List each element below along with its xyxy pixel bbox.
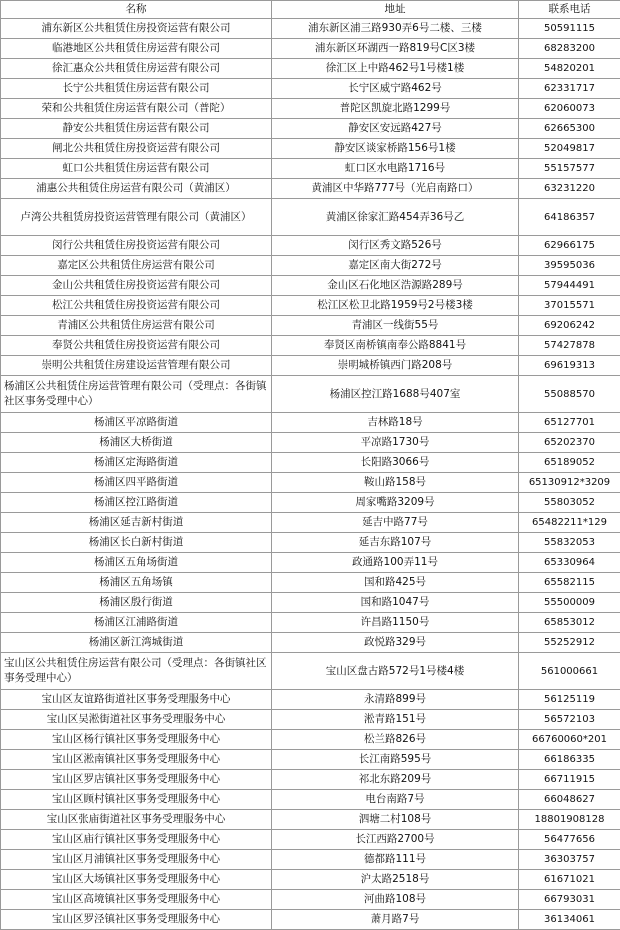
cell-name: 杨浦区控江路街道 bbox=[1, 493, 272, 513]
table-row bbox=[1, 830, 620, 850]
cell-phone: 561000661 bbox=[519, 653, 620, 690]
cell-name: 宝山区庙行镇社区事务受理服务中心 bbox=[1, 830, 272, 850]
cell-name: 杨浦区平凉路街道 bbox=[1, 413, 272, 433]
cell-phone: 63231220 bbox=[519, 179, 620, 199]
cell-address: 徐汇区上中路462号1号楼1楼 bbox=[272, 59, 519, 79]
cell-phone: 61671021 bbox=[519, 870, 620, 890]
table-row bbox=[1, 413, 620, 433]
cell-phone: 66793031 bbox=[519, 890, 620, 910]
cell-address: 周家嘴路3209号 bbox=[272, 493, 519, 513]
cell-address: 黄浦区徐家汇路454弄36号乙 bbox=[272, 199, 519, 236]
table-row bbox=[1, 513, 620, 533]
cell-name: 临港地区公共租赁住房运营有限公司 bbox=[1, 39, 272, 59]
header-phone: 联系电话 bbox=[519, 1, 620, 19]
cell-name: 宝山区罗泾镇社区事务受理服务中心 bbox=[1, 910, 272, 930]
table-row bbox=[1, 159, 620, 179]
cell-name: 宝山区杨行镇社区事务受理服务中心 bbox=[1, 730, 272, 750]
cell-name: 杨浦区五角场街道 bbox=[1, 553, 272, 573]
table-row bbox=[1, 236, 620, 256]
cell-phone: 65202370 bbox=[519, 433, 620, 453]
cell-phone: 56125119 bbox=[519, 690, 620, 710]
cell-name: 宝山区大场镇社区事务受理服务中心 bbox=[1, 870, 272, 890]
cell-phone: 62331717 bbox=[519, 79, 620, 99]
table-row bbox=[1, 19, 620, 39]
cell-name: 杨浦区公共租赁住房运营管理有限公司（受理点：各街镇社区事务受理中心） bbox=[1, 376, 272, 413]
header-row bbox=[1, 1, 620, 19]
cell-address: 杨浦区控江路1688号407室 bbox=[272, 376, 519, 413]
table-row bbox=[1, 710, 620, 730]
cell-name: 长宁公共租赁住房运营有限公司 bbox=[1, 79, 272, 99]
cell-phone: 57944491 bbox=[519, 276, 620, 296]
table-row bbox=[1, 119, 620, 139]
cell-name: 闵行公共租赁住房投资运营有限公司 bbox=[1, 236, 272, 256]
cell-name: 杨浦区江浦路街道 bbox=[1, 613, 272, 633]
cell-phone: 65482211*129 bbox=[519, 513, 620, 533]
cell-name: 浦东新区公共租赁住房投资运营有限公司 bbox=[1, 19, 272, 39]
cell-address: 淞青路151号 bbox=[272, 710, 519, 730]
cell-phone: 50591115 bbox=[519, 19, 620, 39]
table-row bbox=[1, 256, 620, 276]
cell-phone: 65127701 bbox=[519, 413, 620, 433]
cell-name: 杨浦区定海路街道 bbox=[1, 453, 272, 473]
cell-address: 河曲路108号 bbox=[272, 890, 519, 910]
cell-name: 徐汇惠众公共租赁住房运营有限公司 bbox=[1, 59, 272, 79]
cell-address: 延吉东路107号 bbox=[272, 533, 519, 553]
cell-name: 杨浦区新江湾城街道 bbox=[1, 633, 272, 653]
table-row bbox=[1, 653, 620, 690]
table-row bbox=[1, 770, 620, 790]
cell-address: 延吉中路77号 bbox=[272, 513, 519, 533]
cell-address: 萧月路7号 bbox=[272, 910, 519, 930]
cell-name: 金山公共租赁住房投资运营有限公司 bbox=[1, 276, 272, 296]
table-row bbox=[1, 870, 620, 890]
table-row bbox=[1, 316, 620, 336]
cell-phone: 65330964 bbox=[519, 553, 620, 573]
cell-phone: 56572103 bbox=[519, 710, 620, 730]
table-row bbox=[1, 39, 620, 59]
table-row bbox=[1, 296, 620, 316]
cell-name: 杨浦区延吉新村街道 bbox=[1, 513, 272, 533]
table-row bbox=[1, 376, 620, 413]
cell-name: 宝山区月浦镇社区事务受理服务中心 bbox=[1, 850, 272, 870]
table-row bbox=[1, 790, 620, 810]
cell-phone: 36303757 bbox=[519, 850, 620, 870]
cell-address: 长阳路3066号 bbox=[272, 453, 519, 473]
cell-address: 浦东新区浦三路930弄6号二楼、三楼 bbox=[272, 19, 519, 39]
cell-address: 政悦路329号 bbox=[272, 633, 519, 653]
cell-name: 杨浦区殷行街道 bbox=[1, 593, 272, 613]
table-row bbox=[1, 99, 620, 119]
cell-name: 虹口公共租赁住房运营有限公司 bbox=[1, 159, 272, 179]
cell-phone: 66186335 bbox=[519, 750, 620, 770]
cell-phone: 69619313 bbox=[519, 356, 620, 376]
cell-phone: 65853012 bbox=[519, 613, 620, 633]
cell-address: 崇明城桥镇西门路208号 bbox=[272, 356, 519, 376]
cell-phone: 39595036 bbox=[519, 256, 620, 276]
cell-address: 长江南路595号 bbox=[272, 750, 519, 770]
cell-phone: 68283200 bbox=[519, 39, 620, 59]
table-row bbox=[1, 453, 620, 473]
table-row bbox=[1, 573, 620, 593]
cell-phone: 65130912*3209 bbox=[519, 473, 620, 493]
table-row bbox=[1, 356, 620, 376]
cell-address: 松兰路826号 bbox=[272, 730, 519, 750]
cell-address: 长江西路2700号 bbox=[272, 830, 519, 850]
table-row bbox=[1, 810, 620, 830]
cell-address: 电台南路7号 bbox=[272, 790, 519, 810]
table-row bbox=[1, 473, 620, 493]
cell-phone: 65582115 bbox=[519, 573, 620, 593]
cell-address: 鞍山路158号 bbox=[272, 473, 519, 493]
cell-phone: 69206242 bbox=[519, 316, 620, 336]
cell-phone: 55500009 bbox=[519, 593, 620, 613]
cell-name: 杨浦区四平路街道 bbox=[1, 473, 272, 493]
cell-name: 荣和公共租赁住房运营有限公司（普陀） bbox=[1, 99, 272, 119]
cell-phone: 57427878 bbox=[519, 336, 620, 356]
table-row bbox=[1, 690, 620, 710]
cell-phone: 62060073 bbox=[519, 99, 620, 119]
table-row bbox=[1, 139, 620, 159]
cell-address: 宝山区盘古路572号1号楼4楼 bbox=[272, 653, 519, 690]
cell-name: 宝山区顾村镇社区事务受理服务中心 bbox=[1, 790, 272, 810]
cell-address: 永清路899号 bbox=[272, 690, 519, 710]
cell-address: 静安区谈家桥路156号1楼 bbox=[272, 139, 519, 159]
cell-name: 宝山区张庙街道社区事务受理服务中心 bbox=[1, 810, 272, 830]
table-row bbox=[1, 433, 620, 453]
cell-address: 国和路425号 bbox=[272, 573, 519, 593]
cell-address: 静安区安远路427号 bbox=[272, 119, 519, 139]
table-row bbox=[1, 493, 620, 513]
cell-address: 许昌路1150号 bbox=[272, 613, 519, 633]
cell-phone: 66760060*201 bbox=[519, 730, 620, 750]
cell-phone: 37015571 bbox=[519, 296, 620, 316]
cell-name: 宝山区公共租赁住房运营有限公司（受理点：各街镇社区事务受理中心） bbox=[1, 653, 272, 690]
table-row bbox=[1, 179, 620, 199]
cell-name: 宝山区吴淞街道社区事务受理服务中心 bbox=[1, 710, 272, 730]
header-name: 名称 bbox=[1, 1, 272, 19]
cell-phone: 54820201 bbox=[519, 59, 620, 79]
cell-address: 德都路111号 bbox=[272, 850, 519, 870]
cell-phone: 55832053 bbox=[519, 533, 620, 553]
table-row bbox=[1, 533, 620, 553]
cell-name: 杨浦区五角场镇 bbox=[1, 573, 272, 593]
cell-address: 吉林路18号 bbox=[272, 413, 519, 433]
cell-name: 奉贤公共租赁住房投资运营有限公司 bbox=[1, 336, 272, 356]
table-row bbox=[1, 199, 620, 236]
cell-name: 宝山区高境镇社区事务受理服务中心 bbox=[1, 890, 272, 910]
cell-phone: 55803052 bbox=[519, 493, 620, 513]
table-row bbox=[1, 276, 620, 296]
cell-address: 沪太路2518号 bbox=[272, 870, 519, 890]
cell-address: 长宁区威宁路462号 bbox=[272, 79, 519, 99]
cell-address: 松江区松卫北路1959号2号楼3楼 bbox=[272, 296, 519, 316]
table-row bbox=[1, 890, 620, 910]
cell-phone: 56477656 bbox=[519, 830, 620, 850]
cell-phone: 62966175 bbox=[519, 236, 620, 256]
cell-address: 奉贤区南桥镇南奉公路8841号 bbox=[272, 336, 519, 356]
table-row bbox=[1, 750, 620, 770]
cell-address: 浦东新区环湖西一路819号C区3楼 bbox=[272, 39, 519, 59]
cell-phone: 65189052 bbox=[519, 453, 620, 473]
cell-phone: 55252912 bbox=[519, 633, 620, 653]
table-row bbox=[1, 633, 620, 653]
cell-name: 宝山区友谊路街道社区事务受理服务中心 bbox=[1, 690, 272, 710]
table-row bbox=[1, 553, 620, 573]
table-row bbox=[1, 79, 620, 99]
table-row bbox=[1, 59, 620, 79]
cell-address: 祁北东路209号 bbox=[272, 770, 519, 790]
header-address: 地址 bbox=[272, 1, 519, 19]
cell-phone: 18801908128 bbox=[519, 810, 620, 830]
cell-address: 虹口区水电路1716号 bbox=[272, 159, 519, 179]
cell-phone: 36134061 bbox=[519, 910, 620, 930]
cell-name: 浦惠公共租赁住房运营有限公司（黄浦区） bbox=[1, 179, 272, 199]
cell-address: 泗塘二村108号 bbox=[272, 810, 519, 830]
cell-name: 青浦区公共租赁住房运营有限公司 bbox=[1, 316, 272, 336]
cell-name: 宝山区淞南镇社区事务受理服务中心 bbox=[1, 750, 272, 770]
cell-name: 崇明公共租赁住房建设运营管理有限公司 bbox=[1, 356, 272, 376]
cell-address: 金山区石化地区浩源路289号 bbox=[272, 276, 519, 296]
cell-phone: 55088570 bbox=[519, 376, 620, 413]
cell-phone: 64186357 bbox=[519, 199, 620, 236]
cell-name: 杨浦区长白新村街道 bbox=[1, 533, 272, 553]
cell-name: 静安公共租赁住房运营有限公司 bbox=[1, 119, 272, 139]
table-row bbox=[1, 850, 620, 870]
cell-name: 杨浦区大桥街道 bbox=[1, 433, 272, 453]
cell-name: 卢湾公共租赁房投资运营管理有限公司（黄浦区） bbox=[1, 199, 272, 236]
table-row bbox=[1, 593, 620, 613]
cell-address: 国和路1047号 bbox=[272, 593, 519, 613]
cell-address: 政通路100弄11号 bbox=[272, 553, 519, 573]
cell-phone: 62665300 bbox=[519, 119, 620, 139]
cell-address: 黄浦区中华路777号（光启南路口） bbox=[272, 179, 519, 199]
cell-address: 普陀区凯旋北路1299号 bbox=[272, 99, 519, 119]
table-row bbox=[1, 336, 620, 356]
cell-address: 青浦区一线街55号 bbox=[272, 316, 519, 336]
cell-phone: 66711915 bbox=[519, 770, 620, 790]
cell-phone: 66048627 bbox=[519, 790, 620, 810]
cell-name: 嘉定区公共租赁住房运营有限公司 bbox=[1, 256, 272, 276]
table-row bbox=[1, 613, 620, 633]
cell-address: 闵行区秀文路526号 bbox=[272, 236, 519, 256]
cell-name: 宝山区罗店镇社区事务受理服务中心 bbox=[1, 770, 272, 790]
cell-name: 松江公共租赁住房投资运营有限公司 bbox=[1, 296, 272, 316]
cell-phone: 52049817 bbox=[519, 139, 620, 159]
cell-address: 平凉路1730号 bbox=[272, 433, 519, 453]
cell-address: 嘉定区南大街272号 bbox=[272, 256, 519, 276]
cell-name: 闸北公共租赁住房投资运营有限公司 bbox=[1, 139, 272, 159]
cell-phone: 55157577 bbox=[519, 159, 620, 179]
table-row bbox=[1, 730, 620, 750]
